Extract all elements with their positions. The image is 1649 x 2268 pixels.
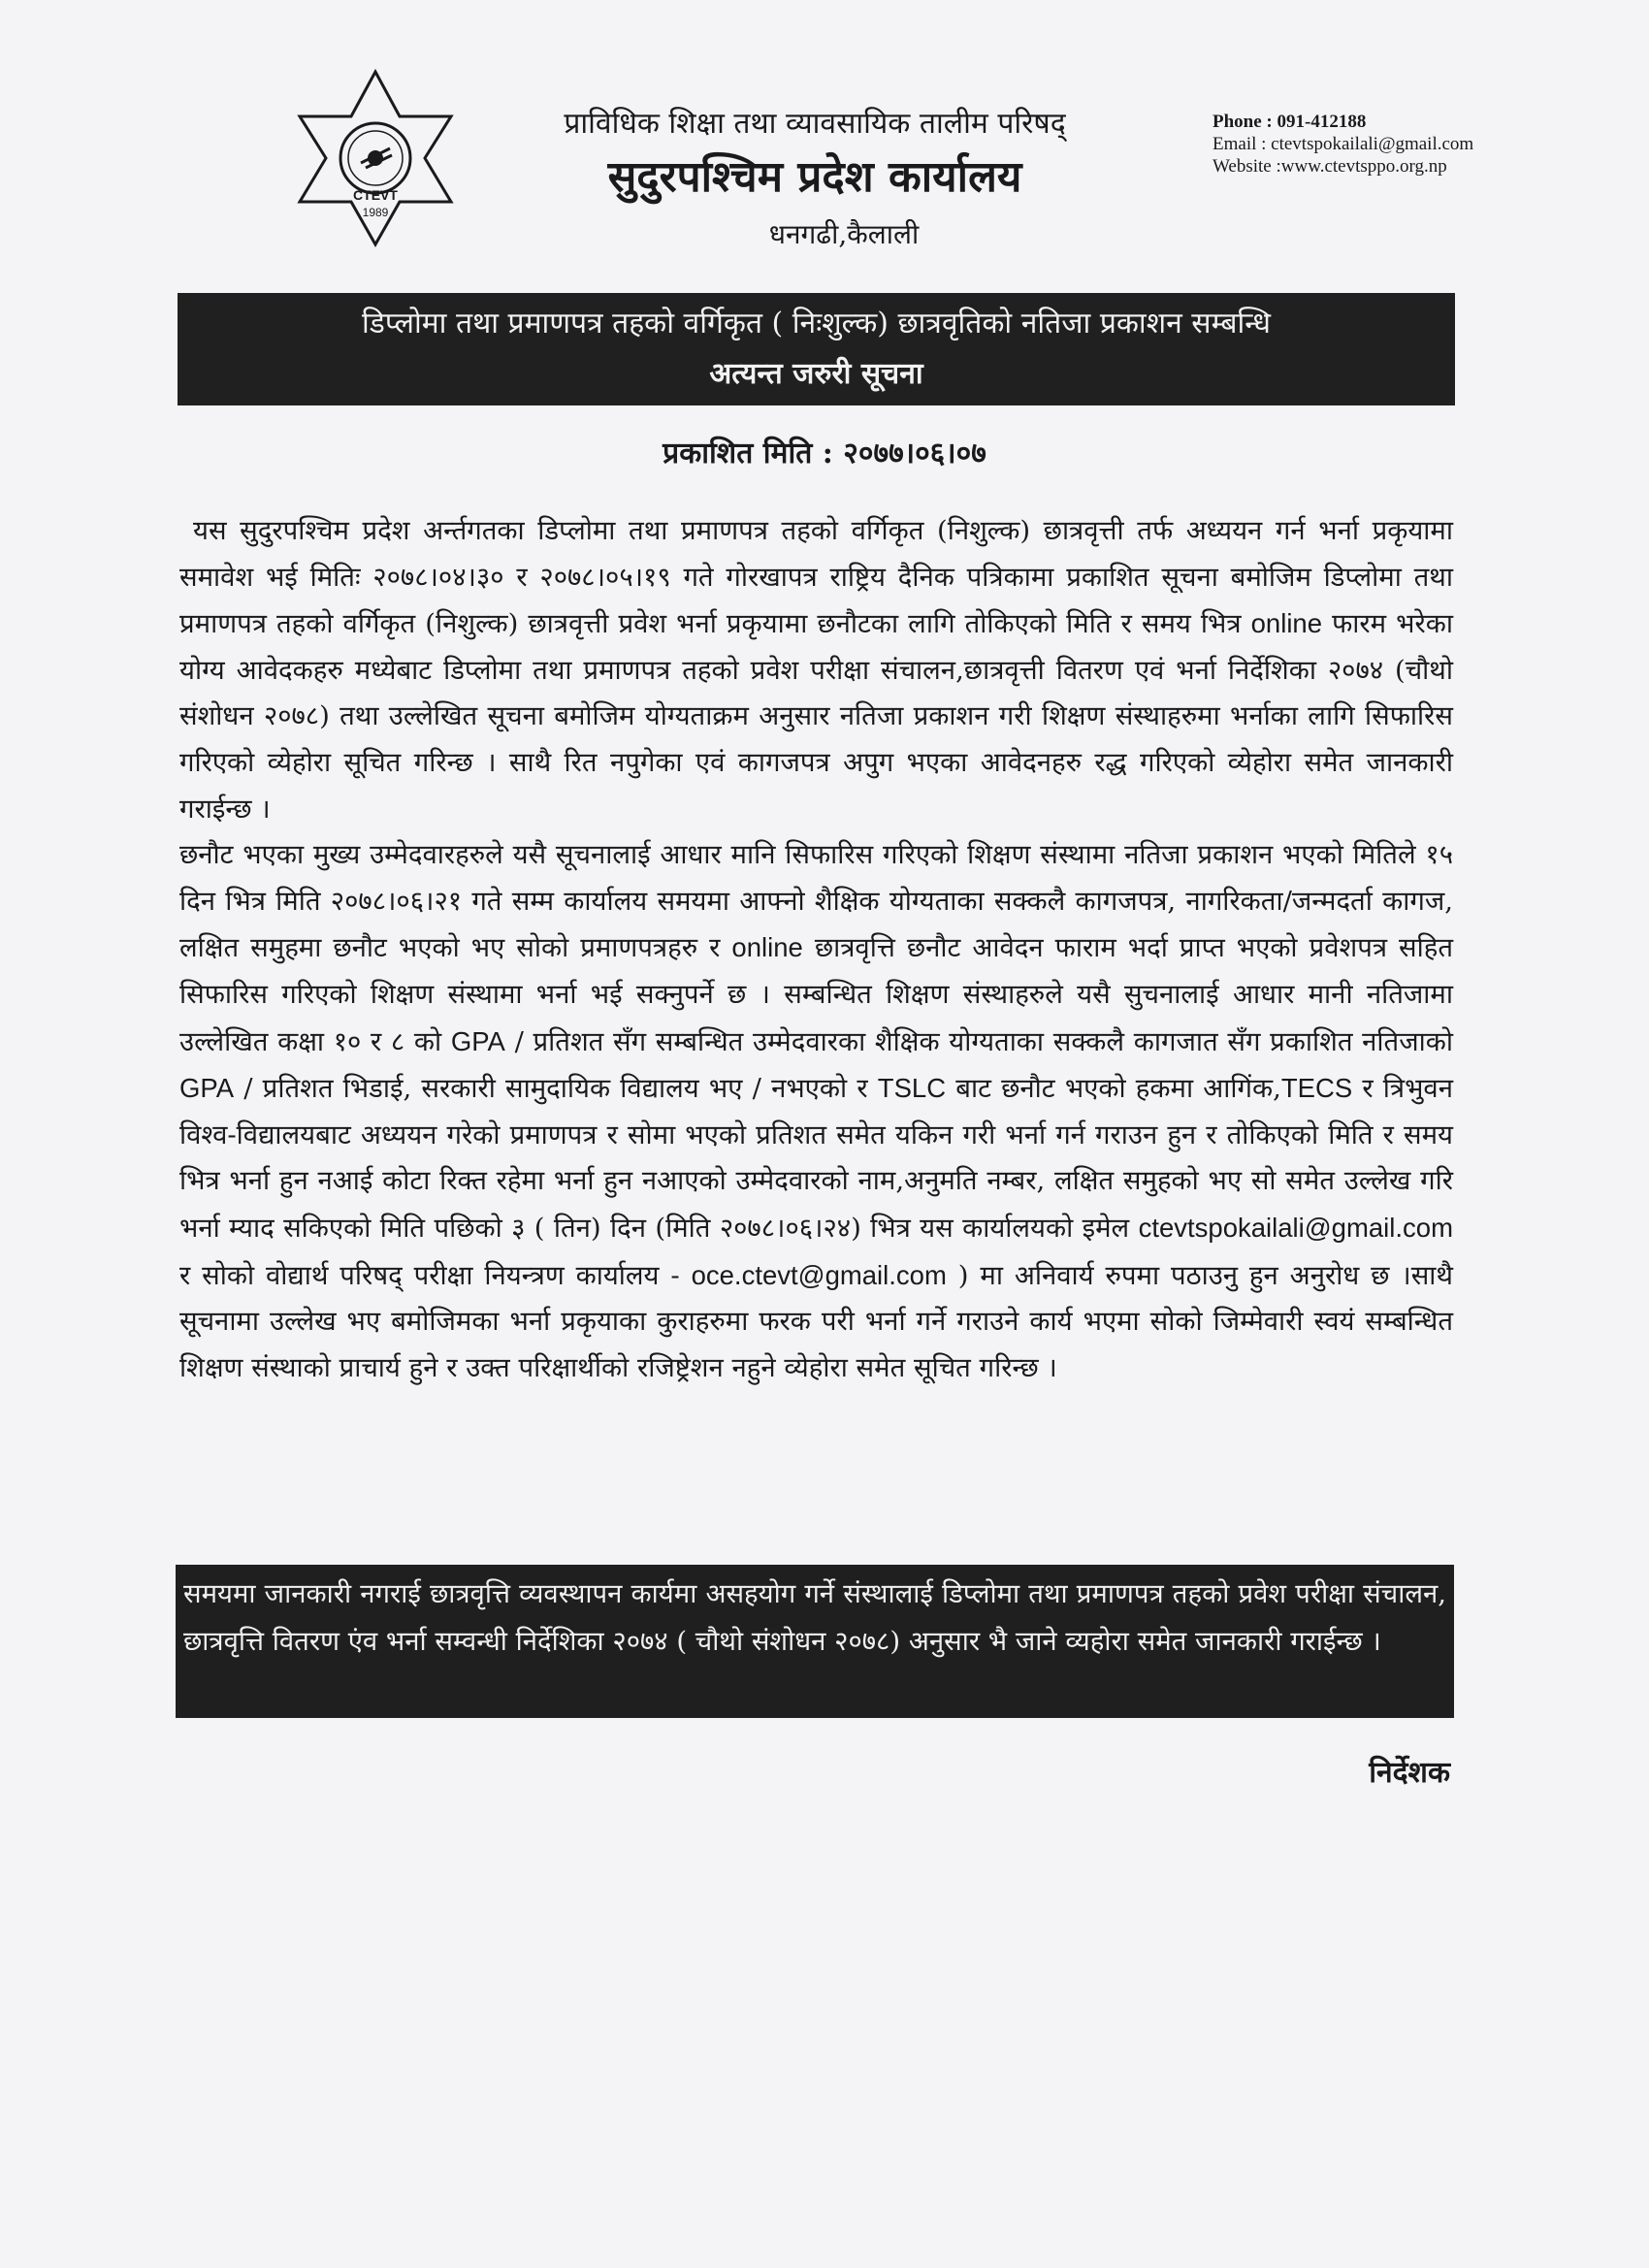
- bleed-through-decoration: [179, 1804, 1453, 1851]
- org-location: धनगढी,कैलाली: [768, 218, 920, 250]
- body-text-segment: / प्रतिशत सँग सम्बन्धित उम्मेदवारका शैक्षिक योग्यताका सक्कलै कागजात सँग प्रकाशित नतिजाको: [514, 1025, 1454, 1057]
- body-text-segment: छात्रवृत्ति छनौट आवेदन फाराम भर्दा प्राप्त भएको प्रवेशपत्र सहित सिफारिस गरिएको शिक्षण संस्थामा भर्ना भई सक्नुपर्ने छ । सम्बन्धित शिक्षण संस्थाहरुले यसै सुचनालाई आधार मानी नतिजामा उल्लेखित कक्षा १० र ८ को: [179, 932, 1453, 1057]
- published-date: प्रकाशित मिति : २०७७।०६।०७: [663, 437, 986, 470]
- body-text-segment: ) मा अनिवार्य रुपमा पठाउनु हुन अनुरोध छ ।साथै सूचनामा उल्लेख भए बमोजिमका भर्ना प्रकृयाका कुराहरुमा फरक परी भर्ना गर्ने गराउने कार्य भएमा सोको जिम्मेवारी स्वयं सम्बन्धित शिक्षण संस्थाको प्राचार्य हुने र उक्त परिक्षार्थीको रजिष्ट्रेशन नहुने व्येहोरा समेत सूचित गरिन्छ ।: [179, 1259, 1453, 1383]
- org-council-name: प्राविधिक शिक्षा तथा व्यावसायिक तालीम परिषद्: [564, 107, 1066, 141]
- body-paragraph-1: [179, 508, 1453, 832]
- signatory-title: निर्देशक: [1369, 1756, 1450, 1790]
- logo-text: CTEVT: [353, 187, 398, 203]
- banner-title-line2: अत्यन्त जरुरी सूचना: [709, 357, 923, 391]
- body-text-segment: / प्रतिशत भिडाई, सरकारी सामुदायिक विद्यालय भए / नभएको र: [243, 1073, 868, 1105]
- logo-year: 1989: [362, 206, 389, 219]
- body-text-segment: फारम भरेका योग्य आवेदकहरु मध्येबाट डिप्लोमा तथा प्रमाणपत्र तहको प्रवेश परीक्षा संचालन,छात्रवृत्ती वितरण एवं भर्ना निर्देशिका २०७४ (चौथो संशोधन २०७८) तथा उल्लेखित सूचना बमोजिम योग्यताक्रम अनुसार नतिजा प्रकाशन गरी शिक्षण संस्थाहरुमा भर्नाका लागि सिफारिस गरिएको व्येहोरा सूचित गरिन्छ । साथै रित नपुगेका एवं कागजपत्र अपुग भएका आवेदनहरु रद्ध गरिएको व्येहोरा समेत जानकारी गराईन्छ ।: [179, 608, 1453, 825]
- tecs-term: TECS: [1280, 1073, 1353, 1104]
- gpa-term: GPA: [179, 1073, 235, 1104]
- online-term: online: [731, 932, 803, 963]
- body-text-segment: यस सुदुरपश्चिम प्रदेश अर्न्तगतका डिप्लोमा तथा प्रमाणपत्र तहको वर्गिकृत (निशुल्क) छात्रवृत्ती तर्फ अध्ययन गर्न भर्ना प्रकृयामा समावेश भई मितिः २०७८।०४।३० र २०७८।०५।१९ गते गोरखापत्र राष्ट्रिय दैनिक पत्रिकामा प्रकाशित सूचना बमोजिम डिप्लोमा तथा प्रमाणपत्र तहको वर्गिकृत (निशुल्क) छात्रवृत्ती प्रवेश भर्ना प्रकृयामा छनौटका लागि तोकिएको मिति र समय भित्र: [179, 515, 1453, 640]
- online-term: online: [1250, 608, 1323, 639]
- body-text-segment: र सोको वोद्यार्थ परिषद् परीक्षा नियन्त्रण कार्यालय -: [179, 1259, 680, 1291]
- notice-body: [179, 508, 1453, 1391]
- gpa-term: GPA: [450, 1025, 505, 1056]
- contact-info: [1212, 111, 1620, 178]
- tslc-term: TSLC: [877, 1073, 947, 1104]
- body-text-segment: बाट छनौट भएको हकमा आगिंक,: [955, 1073, 1281, 1105]
- body-paragraph-2: [179, 832, 1453, 1391]
- notice-title-banner: [178, 293, 1455, 405]
- contact-website: Website :www.ctevtsppo.org.np: [1212, 156, 1447, 177]
- ctevt-logo: [283, 66, 468, 250]
- org-header: [504, 105, 1125, 254]
- office-email-link[interactable]: ctevtspokailali@gmail.com: [1138, 1212, 1453, 1243]
- contact-phone: Phone : 091-412188: [1212, 112, 1367, 132]
- body-text-segment: र त्रिभुवन विश्व-विद्यालयबाट अध्ययन गरेको प्रमाणपत्र र सोमा भएको प्रतिशत समेत यकिन गरी भर्ना गर्न गराउन हुन र तोकिएको मिति र समय भित्र भर्ना हुन नआई कोटा रिक्त रहेमा भर्ना हुन नआएको उम्मेदवारको नाम,अनुमति नम्बर, लक्षित समुहको भए सो समेत उल्लेख गरि भर्ना म्याद सकिएको मिति पछिको ३ ( तिन) दिन (मिति २०७८।०६।२४) भित्र यस कार्यालयको इमेल: [179, 1073, 1453, 1244]
- exam-office-email-link[interactable]: oce.ctevt@gmail.com: [691, 1259, 947, 1290]
- org-office-name: सुदुरपश्चिम प्रदेश कार्यालय: [607, 152, 1022, 202]
- banner-title-line1: डिप्लोमा तथा प्रमाणपत्र तहको वर्गिकृत ( निःशुल्क) छात्रवृतिको नतिजा प्रकाशन सम्बन्धि: [362, 307, 1271, 340]
- body-text-segment: छनौट भएका मुख्य उम्मेदवारहरुले यसै सूचनालाई आधार मानि सिफारिस गरिएको शिक्षण संस्थामा नतिजा प्रकाशन भएको मितिले १५ दिन भित्र मिति २०७८।०६।२१ गते सम्म कार्यालय समयमा आफ्नो शैक्षिक योग्यताका सक्कलै कागजपत्र, नागरिकता/जन्मदर्ता कागज, लक्षित समुहमा छनौट भएको भए सोको प्रमाणपत्रहरु र: [179, 839, 1453, 964]
- contact-email: Email : ctevtspokailali@gmail.com: [1212, 134, 1474, 154]
- warning-notice-box: समयमा जानकारी नगराई छात्रवृत्ति व्यवस्थापन कार्यमा असहयोग गर्ने संस्थालाई डिप्लोमा तथा प्रमाणपत्र तहको प्रवेश परीक्षा संचालन, छात्रवृत्ति वितरण एंव भर्ना सम्वन्धी निर्देशिका २०७४ ( चौथो संशोधन २०७८) अनुसार भै जाने व्यहोरा समेत जानकारी गराईन्छ ।: [176, 1565, 1454, 1718]
